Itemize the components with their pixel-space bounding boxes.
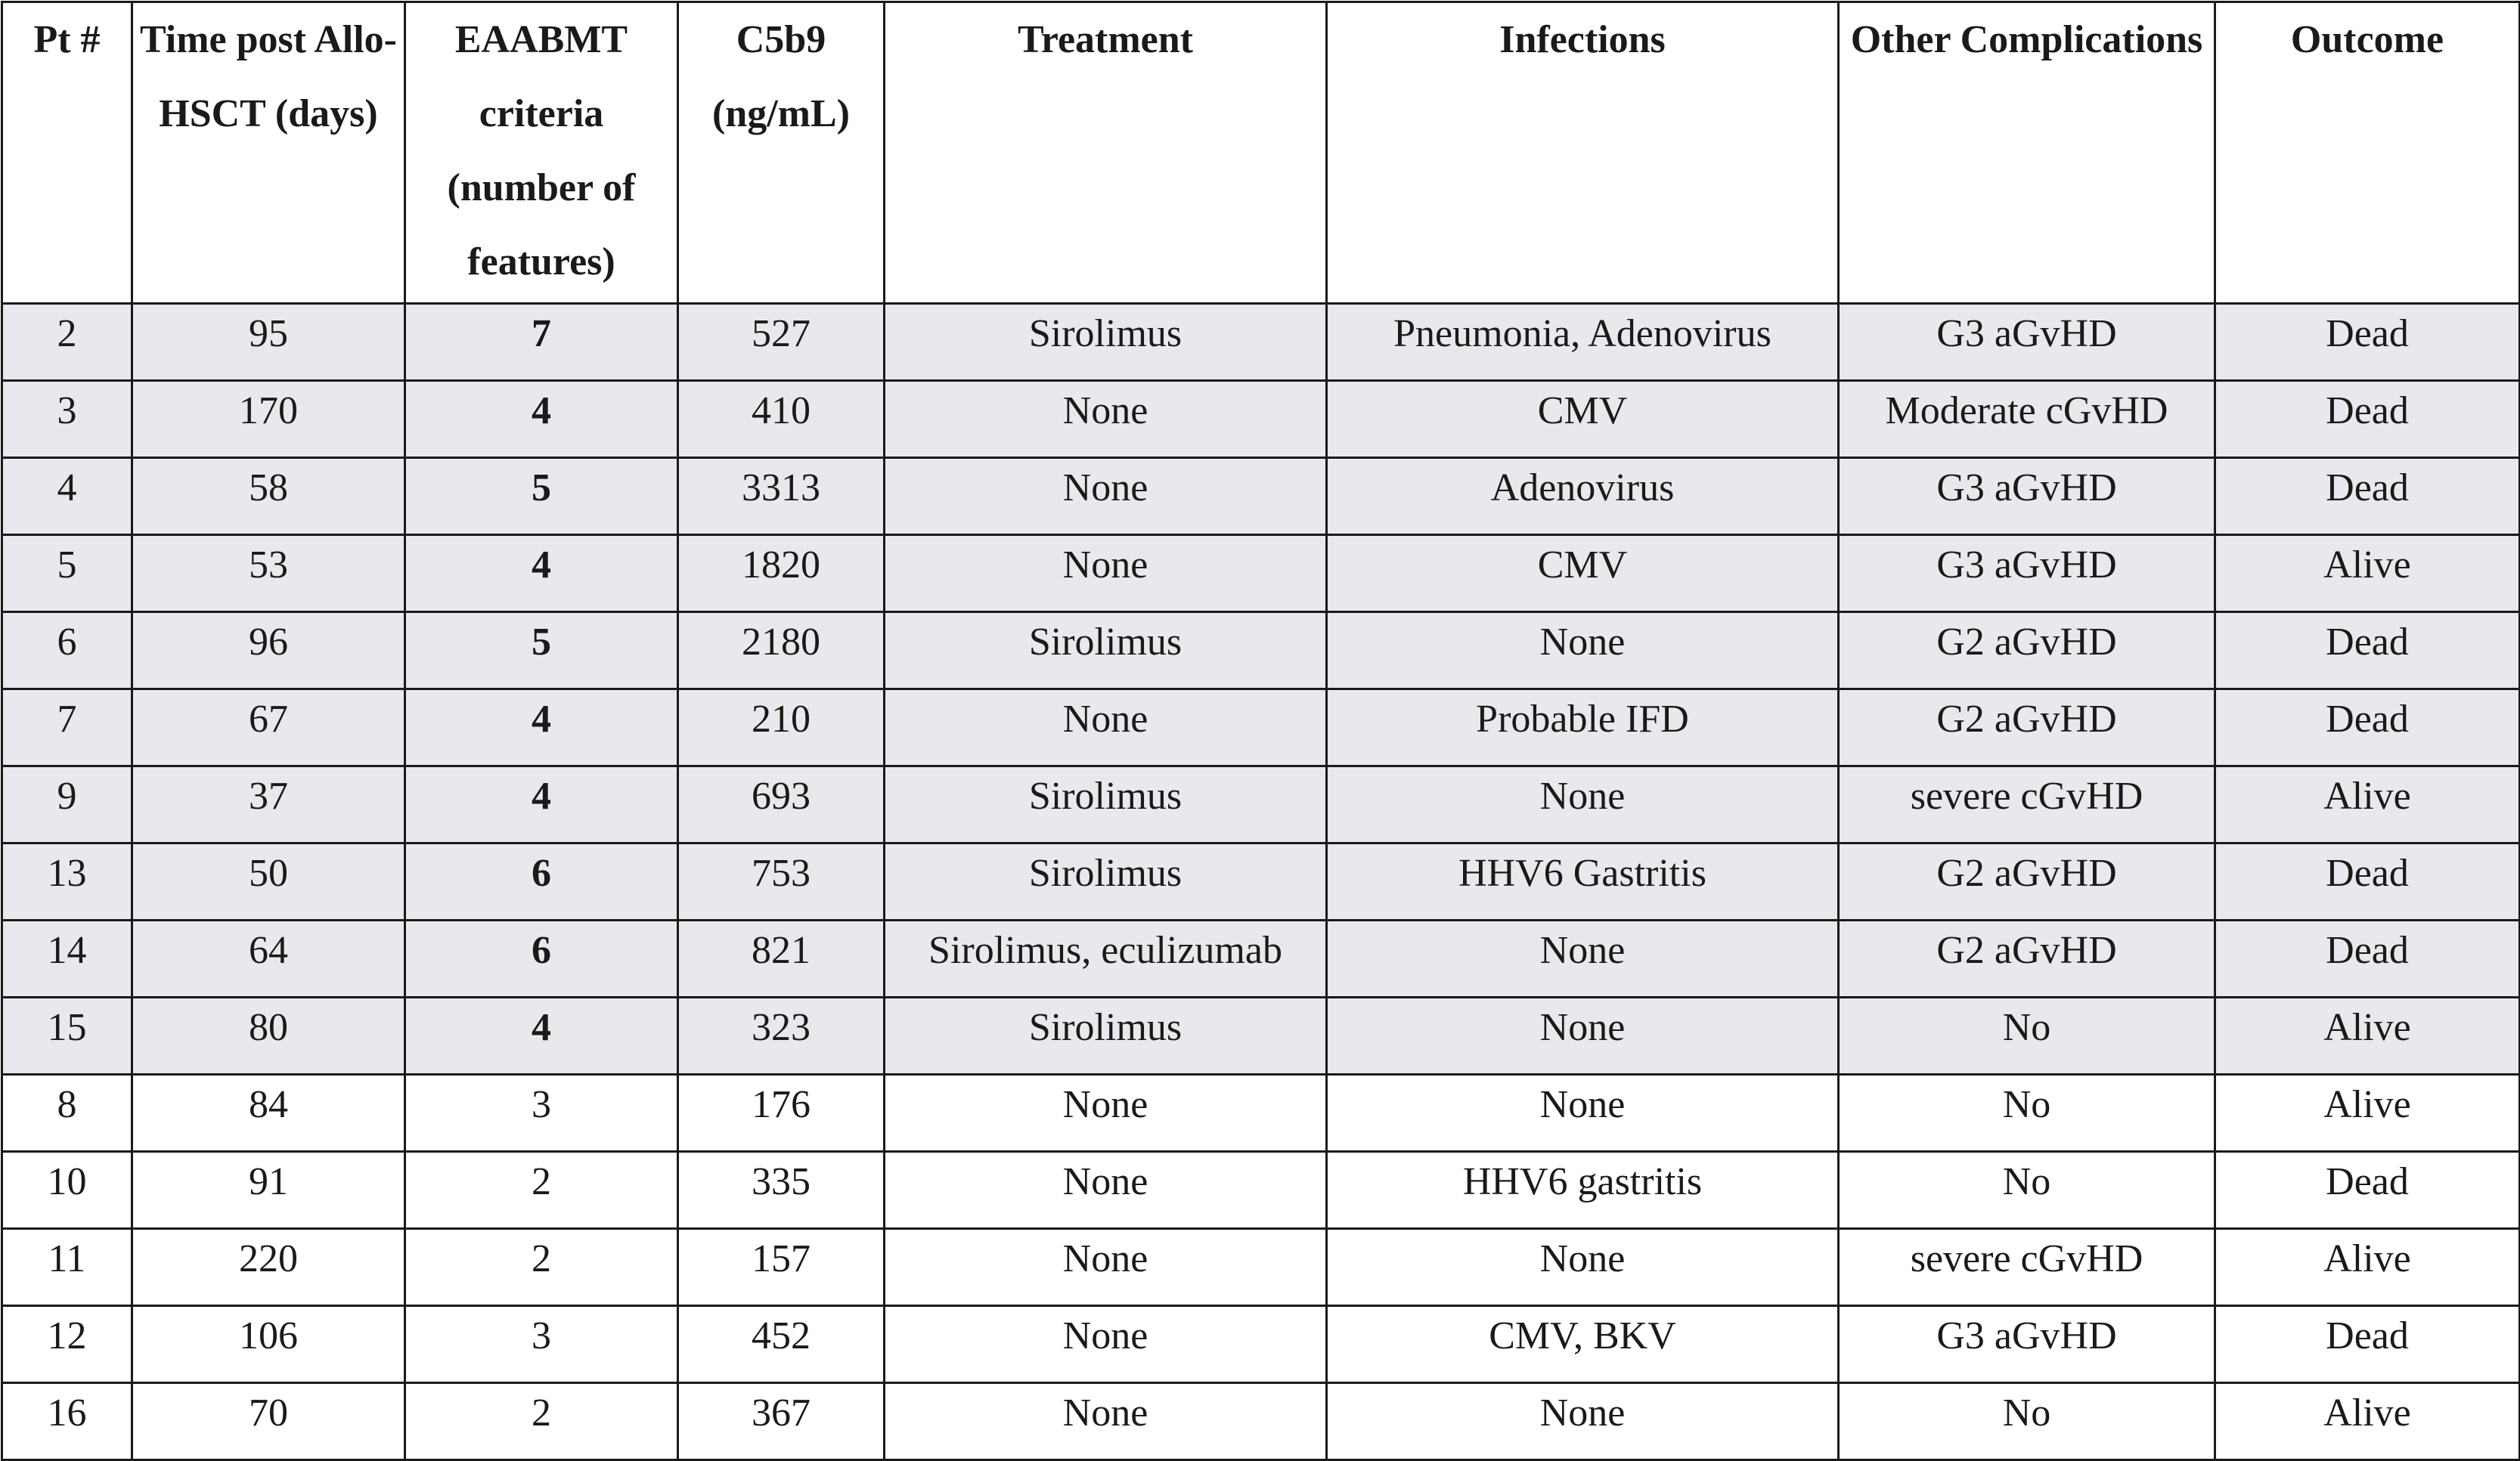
table-row <box>2 1306 2520 1383</box>
cell-c5b9: 335 <box>678 1152 885 1229</box>
table-row <box>2 766 2520 843</box>
cell-other-complications: G2 aGvHD <box>1839 612 2215 689</box>
header-treatment: Treatment <box>885 2 1327 304</box>
table-row <box>2 1383 2520 1460</box>
cell-other-complications: G3 aGvHD <box>1839 458 2215 535</box>
cell-other-complications: G2 aGvHD <box>1839 921 2215 998</box>
table-row <box>2 535 2520 612</box>
cell-treatment: Sirolimus <box>885 304 1327 381</box>
table-row <box>2 921 2520 998</box>
cell-infections: None <box>1327 921 1839 998</box>
cell-treatment: None <box>885 1152 1327 1229</box>
cell-other-complications: Moderate cGvHD <box>1839 381 2215 458</box>
cell-other-complications: severe cGvHD <box>1839 1229 2215 1306</box>
cell-time-post: 58 <box>132 458 405 535</box>
table-row <box>2 612 2520 689</box>
cell-time-post: 84 <box>132 1075 405 1152</box>
cell-eaabmt-criteria: 4 <box>405 381 678 458</box>
header-time-post: Time post Allo-HSCT (days) <box>132 2 405 304</box>
cell-pt: 10 <box>2 1152 132 1229</box>
cell-pt: 4 <box>2 458 132 535</box>
cell-c5b9: 176 <box>678 1075 885 1152</box>
cell-infections: HHV6 Gastritis <box>1327 843 1839 921</box>
cell-other-complications: No <box>1839 1152 2215 1229</box>
cell-time-post: 67 <box>132 689 405 766</box>
table-row <box>2 304 2520 381</box>
cell-time-post: 106 <box>132 1306 405 1383</box>
table-row <box>2 998 2520 1075</box>
cell-treatment: None <box>885 1075 1327 1152</box>
header-eaabmt-criteria: EAABMT criteria (number of features) <box>405 2 678 304</box>
cell-pt: 2 <box>2 304 132 381</box>
cell-treatment: Sirolimus <box>885 766 1327 843</box>
cell-outcome: Dead <box>2215 1306 2520 1383</box>
cell-c5b9: 753 <box>678 843 885 921</box>
cell-other-complications: No <box>1839 1075 2215 1152</box>
cell-treatment: None <box>885 458 1327 535</box>
header-outcome: Outcome <box>2215 2 2520 304</box>
cell-treatment: None <box>885 689 1327 766</box>
cell-c5b9: 693 <box>678 766 885 843</box>
cell-infections: Probable IFD <box>1327 689 1839 766</box>
cell-pt: 14 <box>2 921 132 998</box>
cell-time-post: 50 <box>132 843 405 921</box>
table-row <box>2 458 2520 535</box>
cell-time-post: 37 <box>132 766 405 843</box>
cell-pt: 8 <box>2 1075 132 1152</box>
cell-eaabmt-criteria: 4 <box>405 998 678 1075</box>
cell-outcome: Dead <box>2215 921 2520 998</box>
cell-eaabmt-criteria: 6 <box>405 921 678 998</box>
cell-c5b9: 1820 <box>678 535 885 612</box>
cell-infections: CMV, BKV <box>1327 1306 1839 1383</box>
cell-other-complications: No <box>1839 998 2215 1075</box>
cell-pt: 9 <box>2 766 132 843</box>
cell-time-post: 70 <box>132 1383 405 1460</box>
cell-time-post: 170 <box>132 381 405 458</box>
cell-eaabmt-criteria: 4 <box>405 535 678 612</box>
cell-eaabmt-criteria: 2 <box>405 1152 678 1229</box>
cell-infections: Adenovirus <box>1327 458 1839 535</box>
cell-time-post: 95 <box>132 304 405 381</box>
cell-eaabmt-criteria: 4 <box>405 689 678 766</box>
cell-infections: None <box>1327 612 1839 689</box>
table-row <box>2 1229 2520 1306</box>
cell-eaabmt-criteria: 3 <box>405 1075 678 1152</box>
cell-c5b9: 527 <box>678 304 885 381</box>
cell-outcome: Alive <box>2215 998 2520 1075</box>
table-row <box>2 1152 2520 1229</box>
header-infections: Infections <box>1327 2 1839 304</box>
cell-infections: None <box>1327 766 1839 843</box>
cell-infections: HHV6 gastritis <box>1327 1152 1839 1229</box>
table-row <box>2 843 2520 921</box>
cell-eaabmt-criteria: 5 <box>405 458 678 535</box>
patient-table <box>1 1 2520 1461</box>
cell-treatment: None <box>885 535 1327 612</box>
cell-c5b9: 157 <box>678 1229 885 1306</box>
cell-outcome: Dead <box>2215 843 2520 921</box>
cell-infections: CMV <box>1327 535 1839 612</box>
cell-infections: None <box>1327 998 1839 1075</box>
cell-infections: Pneumonia, Adenovirus <box>1327 304 1839 381</box>
cell-outcome: Alive <box>2215 766 2520 843</box>
cell-other-complications: severe cGvHD <box>1839 766 2215 843</box>
cell-treatment: Sirolimus, eculizumab <box>885 921 1327 998</box>
cell-pt: 15 <box>2 998 132 1075</box>
cell-eaabmt-criteria: 2 <box>405 1383 678 1460</box>
table-row <box>2 689 2520 766</box>
cell-c5b9: 3313 <box>678 458 885 535</box>
cell-pt: 16 <box>2 1383 132 1460</box>
cell-other-complications: G3 aGvHD <box>1839 1306 2215 1383</box>
cell-outcome: Dead <box>2215 304 2520 381</box>
cell-other-complications: G2 aGvHD <box>1839 689 2215 766</box>
table-row <box>2 381 2520 458</box>
cell-treatment: None <box>885 1383 1327 1460</box>
cell-pt: 12 <box>2 1306 132 1383</box>
cell-eaabmt-criteria: 2 <box>405 1229 678 1306</box>
cell-outcome: Alive <box>2215 1229 2520 1306</box>
cell-eaabmt-criteria: 3 <box>405 1306 678 1383</box>
cell-other-complications: No <box>1839 1383 2215 1460</box>
cell-pt: 3 <box>2 381 132 458</box>
cell-treatment: None <box>885 1229 1327 1306</box>
cell-eaabmt-criteria: 5 <box>405 612 678 689</box>
cell-c5b9: 821 <box>678 921 885 998</box>
table-row <box>2 1075 2520 1152</box>
cell-c5b9: 452 <box>678 1306 885 1383</box>
cell-treatment: Sirolimus <box>885 998 1327 1075</box>
header-other-complications: Other Complications <box>1839 2 2215 304</box>
header-c5b9: C5b9 (ng/mL) <box>678 2 885 304</box>
cell-eaabmt-criteria: 7 <box>405 304 678 381</box>
cell-c5b9: 323 <box>678 998 885 1075</box>
cell-pt: 11 <box>2 1229 132 1306</box>
cell-time-post: 53 <box>132 535 405 612</box>
cell-outcome: Dead <box>2215 458 2520 535</box>
cell-eaabmt-criteria: 6 <box>405 843 678 921</box>
cell-outcome: Dead <box>2215 381 2520 458</box>
cell-infections: CMV <box>1327 381 1839 458</box>
cell-eaabmt-criteria: 4 <box>405 766 678 843</box>
cell-pt: 13 <box>2 843 132 921</box>
cell-infections: None <box>1327 1229 1839 1306</box>
cell-time-post: 96 <box>132 612 405 689</box>
cell-treatment: None <box>885 381 1327 458</box>
cell-c5b9: 410 <box>678 381 885 458</box>
cell-infections: None <box>1327 1383 1839 1460</box>
cell-pt: 7 <box>2 689 132 766</box>
cell-treatment: None <box>885 1306 1327 1383</box>
cell-time-post: 220 <box>132 1229 405 1306</box>
header-row <box>2 2 2520 304</box>
table-body <box>2 304 2520 1460</box>
cell-infections: None <box>1327 1075 1839 1152</box>
cell-other-complications: G2 aGvHD <box>1839 843 2215 921</box>
cell-outcome: Alive <box>2215 1383 2520 1460</box>
cell-outcome: Dead <box>2215 612 2520 689</box>
cell-pt: 5 <box>2 535 132 612</box>
cell-time-post: 80 <box>132 998 405 1075</box>
cell-pt: 6 <box>2 612 132 689</box>
cell-outcome: Alive <box>2215 1075 2520 1152</box>
header-pt: Pt # <box>2 2 132 304</box>
cell-other-complications: G3 aGvHD <box>1839 535 2215 612</box>
cell-outcome: Alive <box>2215 535 2520 612</box>
cell-c5b9: 367 <box>678 1383 885 1460</box>
cell-time-post: 64 <box>132 921 405 998</box>
cell-c5b9: 2180 <box>678 612 885 689</box>
cell-c5b9: 210 <box>678 689 885 766</box>
cell-outcome: Dead <box>2215 689 2520 766</box>
cell-outcome: Dead <box>2215 1152 2520 1229</box>
cell-time-post: 91 <box>132 1152 405 1229</box>
cell-treatment: Sirolimus <box>885 612 1327 689</box>
cell-other-complications: G3 aGvHD <box>1839 304 2215 381</box>
cell-treatment: Sirolimus <box>885 843 1327 921</box>
